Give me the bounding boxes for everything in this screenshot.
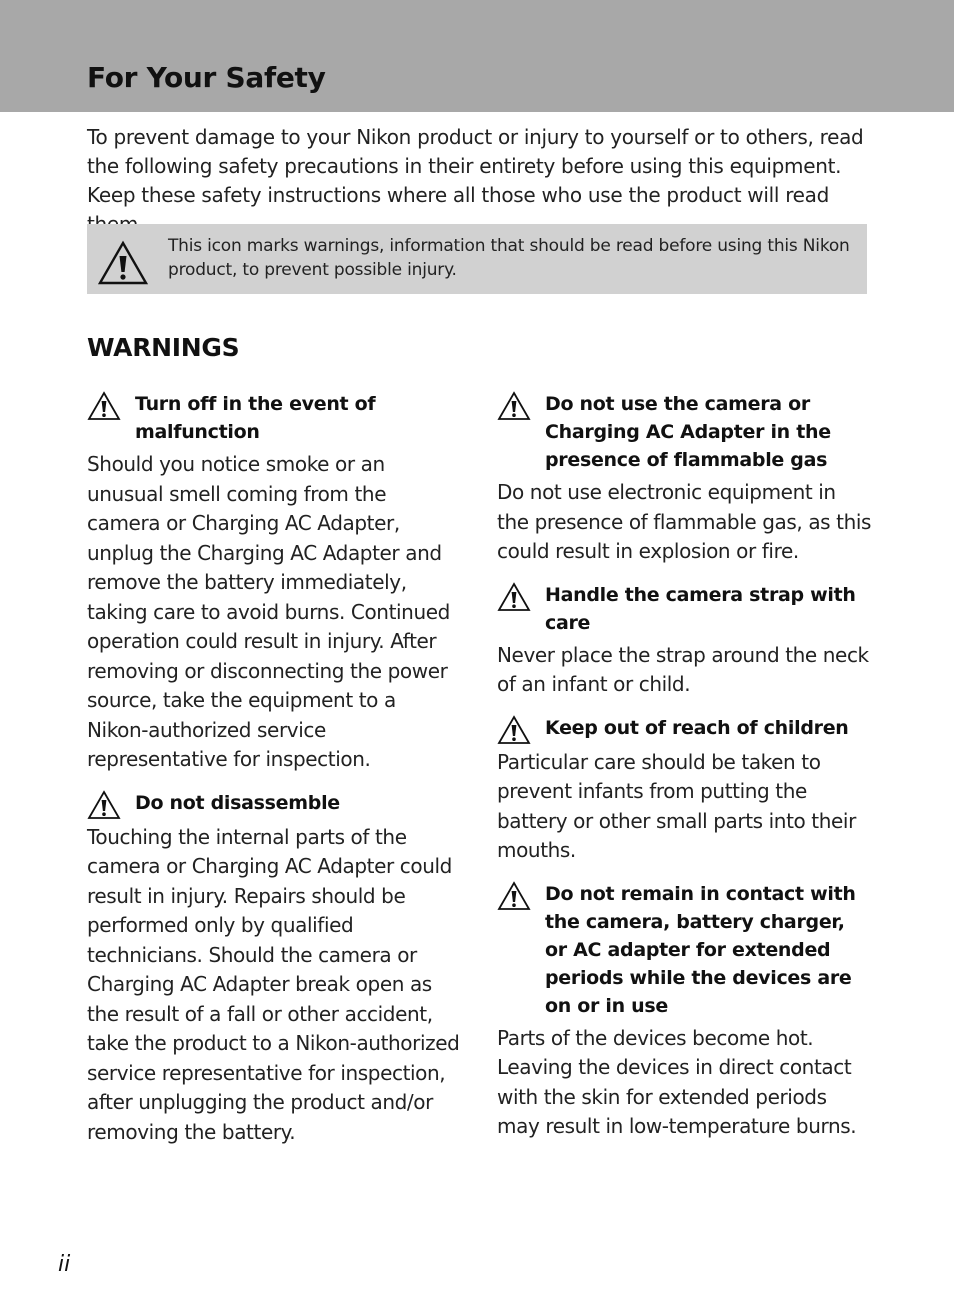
warning-body: Particular care should be taken to prevent infants from putting the battery or other small parts into their mouths. xyxy=(497,749,856,862)
warning-header xyxy=(497,581,872,637)
warning-title: Turn off in the event of malfunction xyxy=(135,393,376,443)
warning-header xyxy=(497,714,872,744)
warning-body: Touching the internal parts of the camera or Charging AC Adapter could result in injury. Repairs should be performed only by qualified technicians. Should the camera or Charging AC Adapter break open as the result of a fall or other accident, take the product to a Nikon-authorized service representative for inspection, after unplugging the product and/or removing the battery. xyxy=(87,824,460,1144)
warning-header xyxy=(497,880,872,1020)
warning-title: Keep out of reach of children xyxy=(545,716,849,739)
warning-triangle-icon xyxy=(97,240,149,286)
notice-box xyxy=(87,224,867,294)
page-number: ii xyxy=(58,1252,71,1277)
page-title: For Your Safety xyxy=(87,61,326,94)
warning-body: Parts of the devices become hot. Leaving the devices in direct contact with the skin for extended periods may result in low-temperature burns. xyxy=(497,1025,857,1138)
warning-triangle-icon xyxy=(87,391,121,421)
warning-body: Should you notice smoke or an unusual smell coming from the camera or Charging AC Adapter, unplug the Charging AC Adapter and remove the battery immediately, taking care to avoid burns. Continued operation could result in injury. After removing or disconnecting the power source, take the equipment to a Nikon-authorized service representative for inspection. xyxy=(87,452,450,771)
warning-header xyxy=(497,390,872,474)
warning-triangle-icon xyxy=(497,582,531,612)
warning-item xyxy=(497,714,872,866)
intro-paragraph: To prevent damage to your Nikon product or injury to yourself or to others, read the following safety precautions in their entirety before using this equipment. Keep these safety instructions where all those who use the product will read xyxy=(87,125,864,207)
warning-header xyxy=(87,390,462,446)
warning-item xyxy=(87,390,462,775)
warning-body: Never place the strap around the neck of an infant or child. xyxy=(497,642,869,696)
warning-title: Do not disassemble xyxy=(135,791,340,814)
warnings-right-column xyxy=(497,390,872,1156)
warning-triangle-icon xyxy=(87,790,121,820)
warning-triangle-icon xyxy=(497,391,531,421)
warning-item xyxy=(497,581,872,700)
warning-title: Handle the camera strap with care xyxy=(545,583,856,634)
warning-triangle-icon xyxy=(497,715,531,745)
warning-body: Do not use electronic equipment in the presence of flammable gas, as this could result in explosion or fire. xyxy=(497,480,872,563)
warning-item xyxy=(497,880,872,1142)
warnings-heading: WARNINGS xyxy=(87,333,240,362)
warning-triangle-icon xyxy=(497,881,531,911)
warning-item xyxy=(497,390,872,567)
notice-text: This icon marks warnings, information that should be read before using this Nikon product, to prevent possible injury. xyxy=(168,236,850,280)
warnings-left-column xyxy=(87,390,462,1161)
warning-title: Do not use the camera or Charging AC Adapter in the presence of flammable gas xyxy=(545,393,831,471)
warning-item xyxy=(87,789,462,1148)
warning-title: Do not remain in contact with the camera, battery charger, or AC adapter for extended periods while the devices are on or in use xyxy=(545,882,856,1017)
warning-header xyxy=(87,789,462,819)
